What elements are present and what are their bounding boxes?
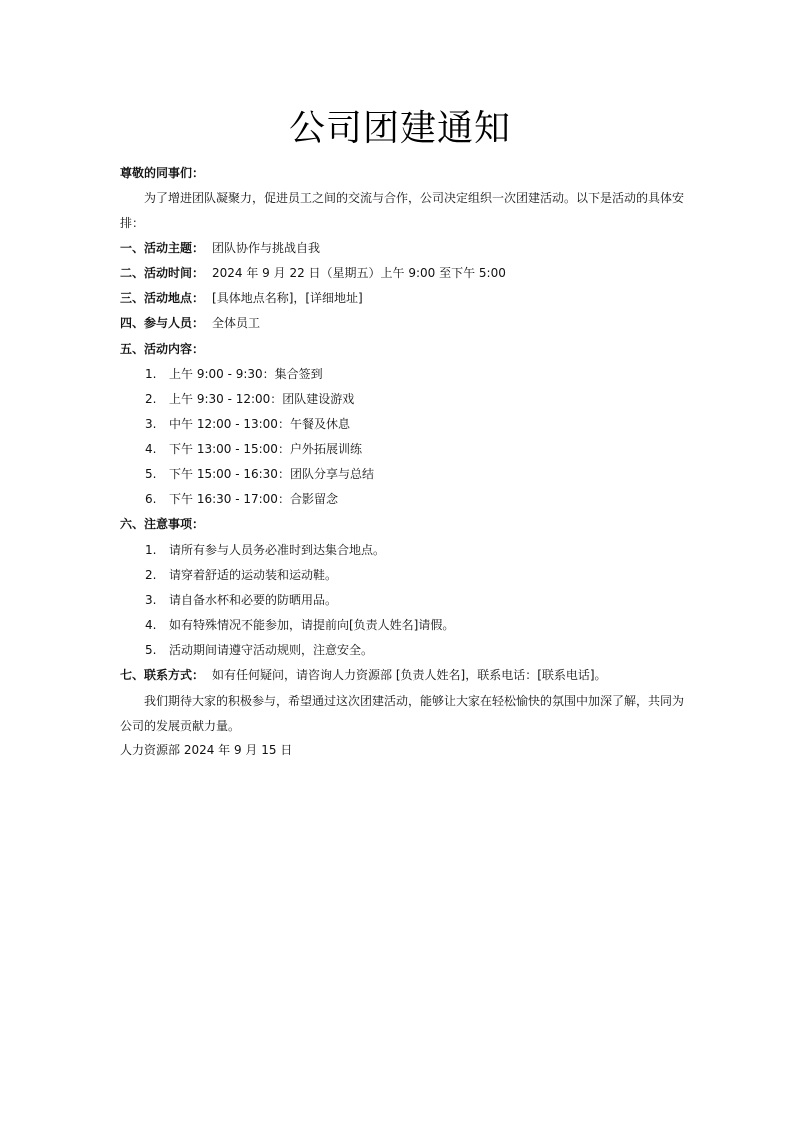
- section-contact-value: 如有任何疑问，请咨询人力资源部 [负责人姓名]，联系电话：[联系电话]。: [212, 668, 607, 682]
- schedule-item-text: 下午 13:00 - 15:00：户外拓展训练: [169, 442, 362, 456]
- schedule-item: [145, 366, 323, 382]
- schedule-item: [145, 441, 362, 457]
- section-people-value: 全体员工: [212, 316, 261, 330]
- section-theme-value: 团队协作与挑战自我: [212, 241, 321, 255]
- notes-item-text: 请自备水杯和必要的防晒用品。: [169, 593, 338, 607]
- section-notes-label: 六、注意事项：: [120, 517, 205, 531]
- schedule-item-number: 6.: [145, 492, 157, 506]
- schedule-item: [145, 391, 354, 407]
- notes-item-text: 活动期间请遵守活动规则，注意安全。: [169, 643, 374, 657]
- section-time-label: 二、活动时间：: [120, 266, 205, 280]
- schedule-item: [145, 416, 350, 432]
- section-content: [120, 341, 204, 357]
- section-people-label: 四、参与人员：: [120, 316, 205, 330]
- notes-item: [145, 642, 373, 658]
- schedule-item-number: 2.: [145, 392, 157, 406]
- section-theme-label: 一、活动主题：: [120, 241, 205, 255]
- section-place: [120, 290, 363, 306]
- notes-item: [145, 542, 385, 558]
- section-contact: [120, 667, 607, 683]
- section-content-label: 五、活动内容：: [120, 342, 205, 356]
- greeting: 尊敬的同事们：: [120, 166, 205, 180]
- section-place-value: [具体地点名称]，[详细地址]: [212, 291, 363, 305]
- schedule-item-number: 4.: [145, 442, 157, 456]
- closing-paragraph: 我们期待大家的积极参与，希望通过这次团建活动，能够让大家在轻松愉快的氛围中加深了解，共同为公司的发展贡献力量。: [120, 694, 685, 733]
- section-notes: [120, 516, 204, 532]
- document-title: 公司团建通知: [288, 108, 511, 149]
- schedule-item-text: 上午 9:00 - 9:30：集合签到: [169, 367, 323, 381]
- schedule-item: [145, 491, 338, 507]
- notes-item-number: 4.: [145, 618, 157, 632]
- section-contact-label: 七、联系方式：: [120, 668, 205, 682]
- notes-item-number: 1.: [145, 543, 157, 557]
- schedule-item-text: 下午 16:30 - 17:00：合影留念: [169, 492, 338, 506]
- notes-item-text: 请所有参与人员务必准时到达集合地点。: [169, 543, 386, 557]
- notes-item: [145, 567, 337, 583]
- notes-item-number: 2.: [145, 568, 157, 582]
- schedule-item-number: 1.: [145, 367, 157, 381]
- section-time-value: 2024 年 9 月 22 日（星期五）上午 9:00 至下午 5:00: [212, 266, 506, 280]
- schedule-item-text: 中午 12:00 - 13:00：午餐及休息: [169, 417, 350, 431]
- notes-item-text: 请穿着舒适的运动装和运动鞋。: [169, 568, 338, 582]
- schedule-item-text: 下午 15:00 - 16:30：团队分享与总结: [169, 467, 374, 481]
- intro-paragraph: 为了增进团队凝聚力，促进员工之间的交流与合作，公司决定组织一次团建活动。以下是活动的具体安排：: [120, 191, 685, 230]
- notes-item: [145, 592, 337, 608]
- section-time: [120, 265, 506, 281]
- signature: 人力资源部 2024 年 9 月 15 日: [120, 743, 293, 757]
- section-people: [120, 315, 260, 331]
- schedule-item-number: 5.: [145, 467, 157, 481]
- schedule-item: [145, 466, 374, 482]
- notes-item: [145, 617, 454, 633]
- section-place-label: 三、活动地点：: [120, 291, 205, 305]
- notes-item-text: 如有特殊情况不能参加，请提前向[负责人姓名]请假。: [169, 618, 455, 632]
- notes-item-number: 3.: [145, 593, 157, 607]
- notes-item-number: 5.: [145, 643, 157, 657]
- schedule-item-text: 上午 9:30 - 12:00：团队建设游戏: [169, 392, 355, 406]
- schedule-item-number: 3.: [145, 417, 157, 431]
- section-theme: [120, 240, 320, 256]
